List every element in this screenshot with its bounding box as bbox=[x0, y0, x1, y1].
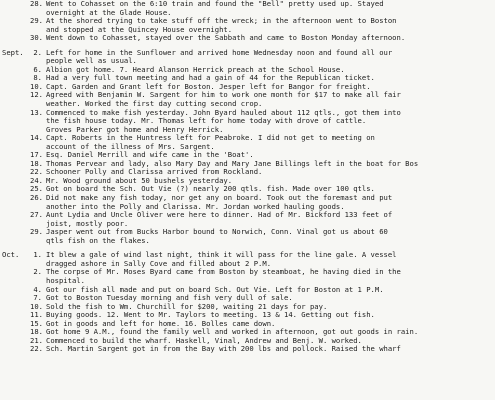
entry-text: Got our fish all made and put on board Sch. Out Vie. Left for Boston at 1 P.M. bbox=[46, 285, 384, 294]
month-label bbox=[2, 34, 30, 43]
entry-text: Went to Cohasset on the 6:10 train and found the "Bell" pretty used up. Stayed bbox=[46, 0, 384, 8]
journal-line bbox=[2, 49, 489, 58]
journal-line bbox=[2, 228, 489, 237]
journal-line bbox=[2, 211, 489, 220]
journal-line bbox=[2, 26, 489, 35]
entry-text: Agreed with Benjamin W. Sargent for him to work one month for $17 to make all fair bbox=[46, 91, 401, 100]
month-label bbox=[2, 220, 30, 229]
month-label bbox=[2, 260, 30, 269]
entry-text: Did not make any fish today, nor get any on board. Took out the foremast and put bbox=[46, 194, 393, 203]
day-number: 12. bbox=[30, 90, 43, 100]
month-label bbox=[2, 328, 30, 337]
entry-text: Had a very full town meeting and had a gain of 44 for the Republican ticket. bbox=[46, 74, 375, 83]
month-label bbox=[2, 9, 30, 18]
month-label bbox=[2, 337, 30, 346]
day-number: 22. bbox=[30, 167, 43, 177]
entry-text: weather. Worked the first day cutting second crop. bbox=[46, 100, 263, 109]
day-number bbox=[30, 237, 46, 246]
month-label bbox=[2, 109, 30, 118]
journal-line bbox=[2, 100, 489, 109]
journal-line bbox=[2, 74, 489, 83]
journal-line bbox=[2, 168, 489, 177]
month-label bbox=[2, 74, 30, 83]
month-label bbox=[2, 117, 30, 126]
entry-text: Got to Boston Tuesday morning and fish very dull of sale. bbox=[46, 294, 293, 303]
day-number: 10. bbox=[30, 81, 43, 91]
journal-line bbox=[2, 134, 489, 143]
month-label bbox=[2, 100, 30, 109]
day-number: 13. bbox=[30, 107, 43, 117]
day-number: 15. bbox=[30, 318, 43, 328]
journal-line bbox=[2, 220, 489, 229]
entry-text: the fish house today. Mr. Thomas left for home today with drove of cattle. bbox=[46, 117, 367, 126]
journal-line bbox=[2, 320, 489, 329]
month-label bbox=[2, 151, 30, 160]
day-number: 2. bbox=[33, 267, 42, 277]
day-number: 10. bbox=[30, 301, 43, 311]
month-label bbox=[2, 237, 30, 246]
journal-line bbox=[2, 260, 489, 269]
journal-line bbox=[2, 0, 489, 9]
month-label bbox=[2, 320, 30, 329]
month-label bbox=[2, 143, 30, 152]
day-number: 29. bbox=[30, 227, 43, 237]
month-label bbox=[2, 211, 30, 220]
day-number: 4. bbox=[33, 284, 42, 294]
journal-line bbox=[2, 277, 489, 286]
journal-line bbox=[2, 160, 489, 169]
journal-line bbox=[2, 203, 489, 212]
entry-text: Thomas Pervear and lady, also Mary Day and Mary Jane Billings left in the boat for Bos bbox=[46, 159, 419, 168]
entry-text: Groves Parker got home and Henry Herrick. bbox=[46, 125, 224, 134]
month-label bbox=[2, 83, 30, 92]
month-label bbox=[2, 228, 30, 237]
month-label bbox=[2, 17, 30, 26]
day-number: 22. bbox=[30, 344, 43, 354]
journal-line bbox=[2, 328, 489, 337]
journal-line bbox=[2, 177, 489, 186]
day-number: 11. bbox=[30, 310, 43, 320]
entry-text: Capt. Roberts in the Huntress left for Peabroke. I did not get to meeting on bbox=[46, 134, 375, 143]
month-label bbox=[2, 66, 30, 75]
day-number: 7. bbox=[33, 293, 42, 303]
month-label bbox=[2, 203, 30, 212]
journal-line bbox=[2, 83, 489, 92]
day-number: 29. bbox=[30, 16, 43, 26]
entry-text: account of the illness of Mrs. Sargent. bbox=[46, 142, 215, 151]
entry-text: The corpse of Mr. Moses Byard came from Boston by steamboat, he having died in the bbox=[46, 268, 401, 277]
journal-line bbox=[2, 185, 489, 194]
journal-line bbox=[2, 9, 489, 18]
month-label bbox=[2, 126, 30, 135]
journal-line bbox=[2, 151, 489, 160]
entry-text: Esq. Daniel Merrill and wife came in the 'Boat'. bbox=[46, 151, 254, 160]
journal-line bbox=[2, 345, 489, 354]
day-number: 6. bbox=[33, 64, 42, 74]
journal-line bbox=[2, 237, 489, 246]
day-number: 24. bbox=[30, 175, 43, 185]
month-label bbox=[2, 311, 30, 320]
day-number: 28. bbox=[30, 0, 43, 8]
journal-line bbox=[2, 126, 489, 135]
entry-text: and stopped at the Quincey House overnight. bbox=[46, 25, 233, 34]
journal-line bbox=[2, 117, 489, 126]
entry-text: Got home 9 A.M., found the family well and worked in afternoon, got out goods in rain. bbox=[46, 328, 419, 337]
entry-text: Got in goods and left for home. 16. Bolles came down. bbox=[46, 319, 276, 328]
entry-text: overnight at the Glade House. bbox=[46, 8, 172, 17]
entry-text: Jasper went out from Bucks Harbor bound to Norwich, Conn. Vinal got us about 60 bbox=[46, 228, 388, 237]
day-number: 30. bbox=[30, 33, 43, 43]
entry-text: another into the Polly and Clarissa. Mr. Jordan worked hauling goods. bbox=[46, 202, 345, 211]
journal-line bbox=[2, 294, 489, 303]
journal-line bbox=[2, 303, 489, 312]
day-number: 18. bbox=[30, 327, 43, 337]
month-label bbox=[2, 345, 30, 354]
month-label: Sept. bbox=[2, 47, 24, 57]
month-label bbox=[2, 177, 30, 186]
journal-line bbox=[2, 194, 489, 203]
month-label bbox=[2, 294, 30, 303]
month-label bbox=[2, 185, 30, 194]
journal-line bbox=[2, 109, 489, 118]
day-number: 14. bbox=[30, 133, 43, 143]
journal-line bbox=[2, 268, 489, 277]
journal-month-block bbox=[2, 0, 489, 43]
entry-text: At the shored trying to take stuff off the wreck; in the afternoon went to Boston bbox=[46, 17, 397, 26]
journal-line bbox=[2, 57, 489, 66]
entry-text: hospital. bbox=[46, 276, 85, 285]
entry-text: Capt. Garden and Grant left for Boston. Jesper left for Bangor for freight. bbox=[46, 82, 371, 91]
journal-line bbox=[2, 17, 489, 26]
entry-text: Commenced to make fish yesterday. John Byard hauled about 112 qtls., got them into bbox=[46, 108, 401, 117]
entry-text: Commenced to build the wharf. Haskell, Vinal, Andrew and Benj. W. worked. bbox=[46, 336, 362, 345]
journal-line bbox=[2, 251, 489, 260]
month-label bbox=[2, 303, 30, 312]
entry-text: dragged ashore in Sally Cove and filled about 2 P.M. bbox=[46, 259, 272, 268]
entry-text: Albion got home. 7. Heard Alanson Herrick preach at the School House. bbox=[46, 65, 345, 74]
entry-text: Left for home in the Sunflower and arrived home Wednesday noon and found all our bbox=[46, 48, 393, 57]
journal-line bbox=[2, 34, 489, 43]
journal-line bbox=[2, 337, 489, 346]
entry-text: Sold the fish to Wm. Churchill for $200, waiting 21 days for pay. bbox=[46, 302, 328, 311]
journal-line bbox=[2, 143, 489, 152]
day-number: 2. bbox=[33, 47, 42, 57]
month-label bbox=[2, 57, 30, 66]
journal-month-block bbox=[2, 49, 489, 246]
journal-month-block bbox=[2, 251, 489, 354]
day-number: 18. bbox=[30, 158, 43, 168]
month-label bbox=[2, 168, 30, 177]
month-label bbox=[2, 160, 30, 169]
entry-text: people well as usual. bbox=[46, 57, 137, 66]
entry-text: Got on board the Sch. Out Vie (?) nearly 200 qtls. fish. Made over 100 qtls. bbox=[46, 185, 375, 194]
day-number: 8. bbox=[33, 73, 42, 83]
journal-line bbox=[2, 66, 489, 75]
month-label bbox=[2, 277, 30, 286]
month-label: Oct. bbox=[2, 250, 20, 260]
day-number: 17. bbox=[30, 150, 43, 160]
entry-text: Sch. Martin Sargent got in from the Bay with 200 lbs and pollock. Raised the wharf bbox=[46, 345, 401, 354]
month-label bbox=[2, 0, 30, 9]
day-number: 1. bbox=[33, 250, 42, 260]
month-label bbox=[2, 194, 30, 203]
month-label bbox=[2, 134, 30, 143]
day-number: 21. bbox=[30, 335, 43, 345]
day-number bbox=[30, 117, 46, 126]
month-label bbox=[2, 26, 30, 35]
entry-text: Schooner Polly and Clarissa arrived from Rockland. bbox=[46, 168, 263, 177]
day-number: 26. bbox=[30, 193, 43, 203]
entry-text: joist, mostly poor. bbox=[46, 219, 129, 228]
entry-text: Aunt Lydia and Uncle Oliver were here to dinner. Had of Mr. Bickford 133 feet of bbox=[46, 211, 393, 220]
month-label bbox=[2, 91, 30, 100]
entry-text: It blew a gale of wind last night, think it will pass for the line gale. A vessel bbox=[46, 251, 397, 260]
journal-line bbox=[2, 286, 489, 295]
month-label bbox=[2, 268, 30, 277]
entry-text: Buying goods. 12. Went to Mr. Taylors to meeting. 13 & 14. Getting out fish. bbox=[46, 311, 375, 320]
entry-text: Went down to Cohasset, stayed over the Sabbath and came to Boston Monday afternoon. bbox=[46, 34, 406, 43]
journal-line bbox=[2, 311, 489, 320]
journal-line bbox=[2, 91, 489, 100]
day-number: 25. bbox=[30, 184, 43, 194]
entry-text: qtls fish on the flakes. bbox=[46, 236, 150, 245]
entry-text: Mr. Wood ground about 50 bushels yesterday. bbox=[46, 176, 233, 185]
month-label bbox=[2, 286, 30, 295]
day-number: 27. bbox=[30, 210, 43, 220]
